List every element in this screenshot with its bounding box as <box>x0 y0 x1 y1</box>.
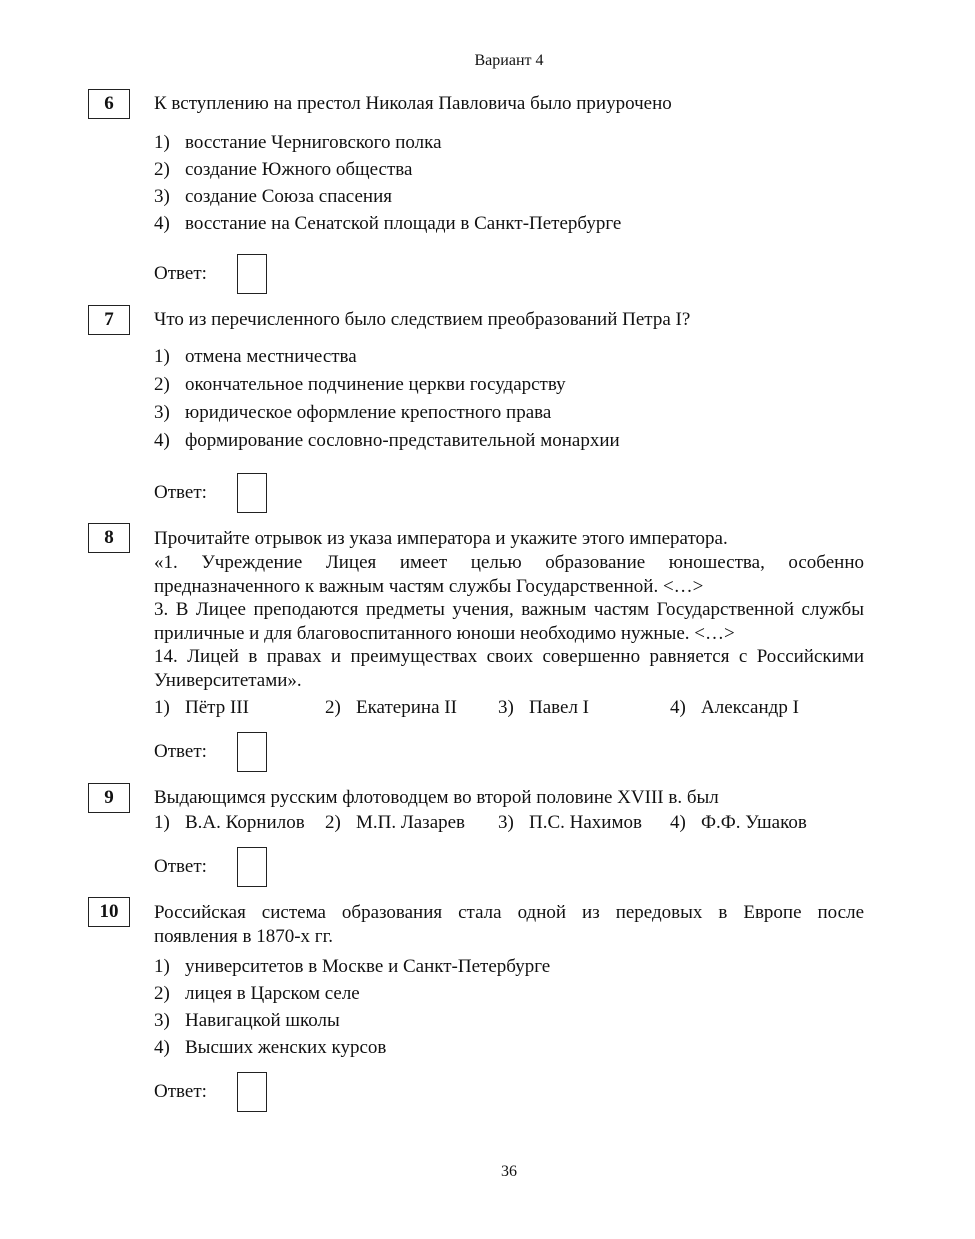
option-number: 1) <box>154 956 170 977</box>
answer-label: Ответ: <box>154 482 207 503</box>
q10-option-3[interactable] <box>154 1010 340 1032</box>
option-text: Павел I <box>529 697 590 718</box>
excerpt-line: 14. Лицей в правах и преимуществах своих совершенно равняется с Российскими <box>154 646 864 667</box>
q10-option-1[interactable] <box>154 956 550 978</box>
answer-box-9[interactable] <box>237 847 267 887</box>
q7-option-1[interactable] <box>154 346 357 368</box>
option-number: 4) <box>154 1037 170 1058</box>
q8-option-2[interactable] <box>325 697 457 719</box>
question-9-text: Выдающимся русским флотоводцем во второй половине XVIII в. был <box>154 787 719 808</box>
option-text: В.А. Корнилов <box>185 812 305 833</box>
question-6-text: К вступлению на престол Николая Павловича было приурочено <box>154 93 672 114</box>
question-number-6: 6 <box>88 89 130 119</box>
question-number-7: 7 <box>88 305 130 335</box>
option-text: окончательное подчинение церкви государству <box>185 374 566 395</box>
answer-label: Ответ: <box>154 856 207 877</box>
option-text: М.П. Лазарев <box>356 812 466 833</box>
option-text: Навигацкой школы <box>185 1010 340 1031</box>
option-text: создание Южного общества <box>185 159 413 180</box>
option-text: Александр I <box>701 697 799 718</box>
option-number: 4) <box>154 430 170 451</box>
q10-option-2[interactable] <box>154 983 360 1005</box>
option-number: 2) <box>154 983 170 1004</box>
q9-option-2[interactable] <box>325 812 465 834</box>
question-number-10: 10 <box>88 897 130 927</box>
option-text: Екатерина II <box>356 697 457 718</box>
question-text-line: Российская система образования стала одной из передовых в Европе после <box>154 902 864 923</box>
option-number: 1) <box>154 697 170 718</box>
q9-option-3[interactable] <box>498 812 642 834</box>
question-number-9: 9 <box>88 783 130 813</box>
option-text: восстание на Сенатской площади в Санкт-Петербурге <box>185 213 622 234</box>
option-text: создание Союза спасения <box>185 186 392 207</box>
option-text: юридическое оформление крепостного права <box>185 402 552 423</box>
q8-option-1[interactable] <box>154 697 249 719</box>
option-number: 2) <box>325 812 341 833</box>
q7-option-3[interactable] <box>154 402 551 424</box>
page-header: Вариант 4 <box>474 52 544 69</box>
option-number: 4) <box>670 697 686 718</box>
q10-option-4[interactable] <box>154 1037 386 1059</box>
answer-label: Ответ: <box>154 1081 207 1102</box>
option-number: 4) <box>670 812 686 833</box>
excerpt-line: предназначенного к важным частям службы Государственной. <…> <box>154 575 704 597</box>
option-text: лицея в Царском селе <box>185 983 360 1004</box>
answer-label: Ответ: <box>154 741 207 762</box>
excerpt-line: «1. Учреждение Лицея имеет целью образование юношества, особенно <box>154 552 864 573</box>
page-number: 36 <box>501 1163 517 1180</box>
option-text: Пётр III <box>185 697 249 718</box>
q6-option-3[interactable] <box>154 186 392 208</box>
question-10-text <box>154 901 864 948</box>
q8-option-4[interactable] <box>670 697 799 719</box>
q7-option-4[interactable] <box>154 430 620 452</box>
option-number: 3) <box>154 402 170 423</box>
decree-excerpt <box>154 551 864 692</box>
option-number: 1) <box>154 346 170 367</box>
question-number-8: 8 <box>88 523 130 553</box>
option-number: 3) <box>154 186 170 207</box>
option-number: 2) <box>325 697 341 718</box>
option-number: 3) <box>154 1010 170 1031</box>
question-7-text: Что из перечисленного было следствием преобразований Петра I? <box>154 309 691 330</box>
option-number: 3) <box>498 812 514 833</box>
q7-option-2[interactable] <box>154 374 566 396</box>
option-text: П.С. Нахимов <box>529 812 642 833</box>
q8-option-3[interactable] <box>498 697 589 719</box>
q9-option-4[interactable] <box>670 812 807 834</box>
answer-label: Ответ: <box>154 263 207 284</box>
option-text: университетов в Москве и Санкт-Петербурге <box>185 956 551 977</box>
option-text: восстание Черниговского полка <box>185 132 442 153</box>
excerpt-line: 3. В Лицее преподаются предметы учения, важным частям Государственной службы <box>154 599 864 620</box>
option-text: Высших женских курсов <box>185 1037 387 1058</box>
option-number: 1) <box>154 812 170 833</box>
option-text: Ф.Ф. Ушаков <box>701 812 807 833</box>
option-number: 1) <box>154 132 170 153</box>
option-number: 2) <box>154 374 170 395</box>
question-8-text: Прочитайте отрывок из указа императора и укажите этого императора. <box>154 528 728 549</box>
option-number: 4) <box>154 213 170 234</box>
excerpt-line: Университетами». <box>154 669 302 691</box>
answer-box-6[interactable] <box>237 254 267 294</box>
option-number: 2) <box>154 159 170 180</box>
question-text-line: появления в 1870-х гг. <box>154 925 333 947</box>
answer-box-10[interactable] <box>237 1072 267 1112</box>
excerpt-line: приличные и для благовоспитанного юноши необходимо нужные. <…> <box>154 622 735 644</box>
option-text: формирование сословно-представительной монархии <box>185 430 620 451</box>
answer-box-7[interactable] <box>237 473 267 513</box>
q6-option-4[interactable] <box>154 213 621 235</box>
answer-box-8[interactable] <box>237 732 267 772</box>
q6-option-2[interactable] <box>154 159 412 181</box>
q9-option-1[interactable] <box>154 812 305 834</box>
q6-option-1[interactable] <box>154 132 442 154</box>
option-text: отмена местничества <box>185 346 357 367</box>
option-number: 3) <box>498 697 514 718</box>
